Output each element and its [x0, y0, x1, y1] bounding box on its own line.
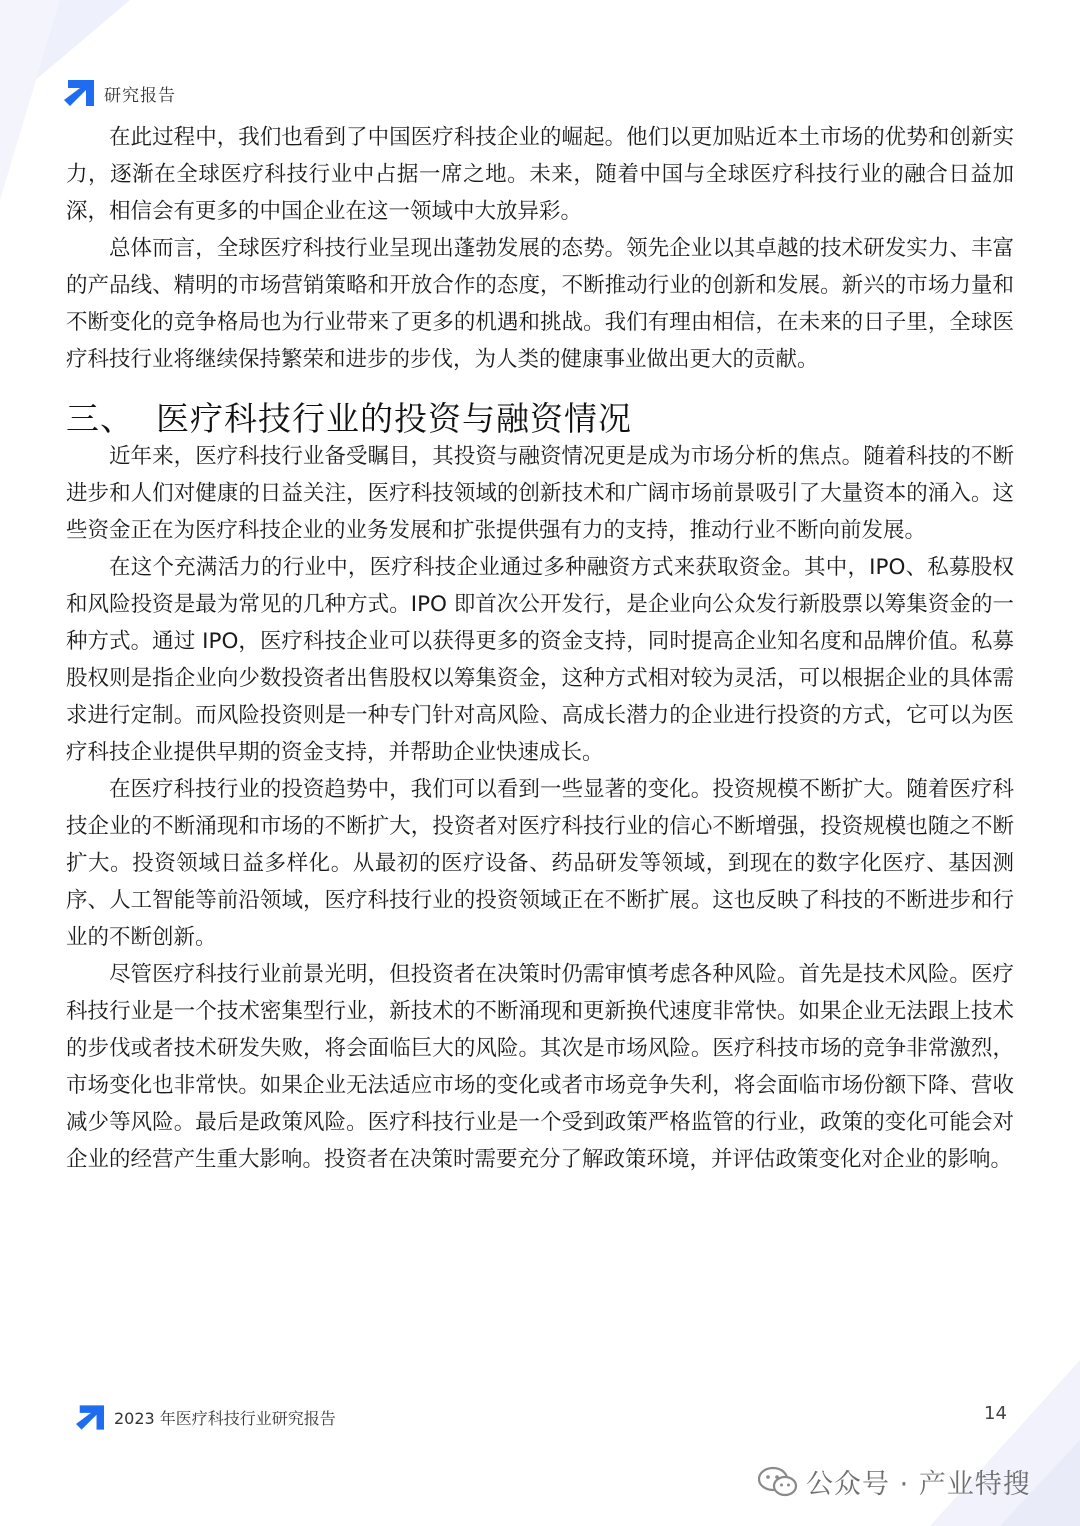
footer-report-title: 2023 年医疗科技行业研究报告	[114, 1409, 336, 1428]
document-body	[66, 119, 1014, 1178]
body-paragraph: 总体而言，全球医疗科技行业呈现出蓬勃发展的态势。领先企业以其卓越的技术研发实力、丰富的产品线、精明的市场营销策略和开放合作的态度，不断推动行业的创新和发展。新兴的市场力量和不断变化的竞争格局也为行业带来了更多的机遇和挑战。我们有理由相信，在未来的日子里，全球医疗科技行业将继续保持繁荣和进步的步伐，为人类的健康事业做出更大的贡献。	[66, 236, 1014, 372]
body-paragraph: 尽管医疗科技行业前景光明，但投资者在决策时仍需审慎考虑各种风险。首先是技术风险。医疗科技行业是一个技术密集型行业，新技术的不断涌现和更新换代速度非常快。如果企业无法跟上技术的步伐或者技术研发失败，将会面临巨大的风险。其次是市场风险。医疗科技市场的竞争非常激烈，市场变化也非常快。如果企业无法适应市场的变化或者市场竞争失利，将会面临市场份额下降、营收减少等风险。最后是政策风险。医疗科技行业是一个受到政策严格监管的行业，政策的变化可能会对企业的经营产生重大影响。投资者在决策时需要充分了解政策环境，并评估政策变化对企业的影响。	[66, 962, 1014, 1172]
wechat-icon	[758, 1465, 798, 1499]
watermark-text: 公众号 · 产业特搜	[806, 1469, 1031, 1500]
body-paragraph: 在医疗科技行业的投资趋势中，我们可以看到一些显著的变化。投资规模不断扩大。随着医疗科技企业的不断涌现和市场的不断扩大，投资者对医疗科技行业的信心不断增强，投资规模也随之不断扩大。投资领域日益多样化。从最初的医疗设备、药品研发等领域，到现在的数字化医疗、基因测序、人工智能等前沿领域，医疗科技行业的投资领域正在不断扩展。这也反映了科技的不断进步和行业的不断创新。	[66, 777, 1014, 950]
body-paragraph: 近年来，医疗科技行业备受瞩目，其投资与融资情况更是成为市场分析的焦点。随着科技的不断进步和人们对健康的日益关注，医疗科技领域的创新技术和广阔市场前景吸引了大量资本的涌入。这些资金正在为医疗科技企业的业务发展和扩张提供强有力的支持，推动行业不断向前发展。	[66, 444, 1014, 543]
page-footer	[76, 1405, 336, 1430]
section-heading	[66, 397, 1014, 441]
section-number: 三、	[66, 399, 134, 438]
arrow-logo-icon	[64, 80, 94, 106]
body-paragraph: 在此过程中，我们也看到了中国医疗科技企业的崛起。他们以更加贴近本土市场的优势和创新实力，逐渐在全球医疗科技行业中占据一席之地。未来，随着中国与全球医疗科技行业的融合日益加深，相信会有更多的中国企业在这一领域中大放异彩。	[66, 125, 1014, 224]
header-title: 研究报告	[104, 85, 176, 106]
body-paragraph: 在这个充满活力的行业中，医疗科技企业通过多种融资方式来获取资金。其中，IPO、私募股权和风险投资是最为常见的几种方式。IPO 即首次公开发行，是企业向公众发行新股票以筹集资金的一种方式。通过 IPO，医疗科技企业可以获得更多的资金支持，同时提高企业知名度和品牌价值。私募股权则是指企业向少数投资者出售股权以筹集资金，这种方式相对较为灵活，可以根据企业的具体需求进行定制。而风险投资则是一种专门针对高风险、高成长潜力的企业进行投资的方式，它可以为医疗科技企业提供早期的资金支持，并帮助企业快速成长。	[66, 555, 1014, 765]
page-number: 14	[984, 1403, 1007, 1424]
watermark	[758, 1462, 1031, 1501]
page-header	[64, 80, 176, 106]
section-title: 医疗科技行业的投资与融资情况	[156, 399, 632, 438]
arrow-logo-icon	[76, 1405, 104, 1430]
